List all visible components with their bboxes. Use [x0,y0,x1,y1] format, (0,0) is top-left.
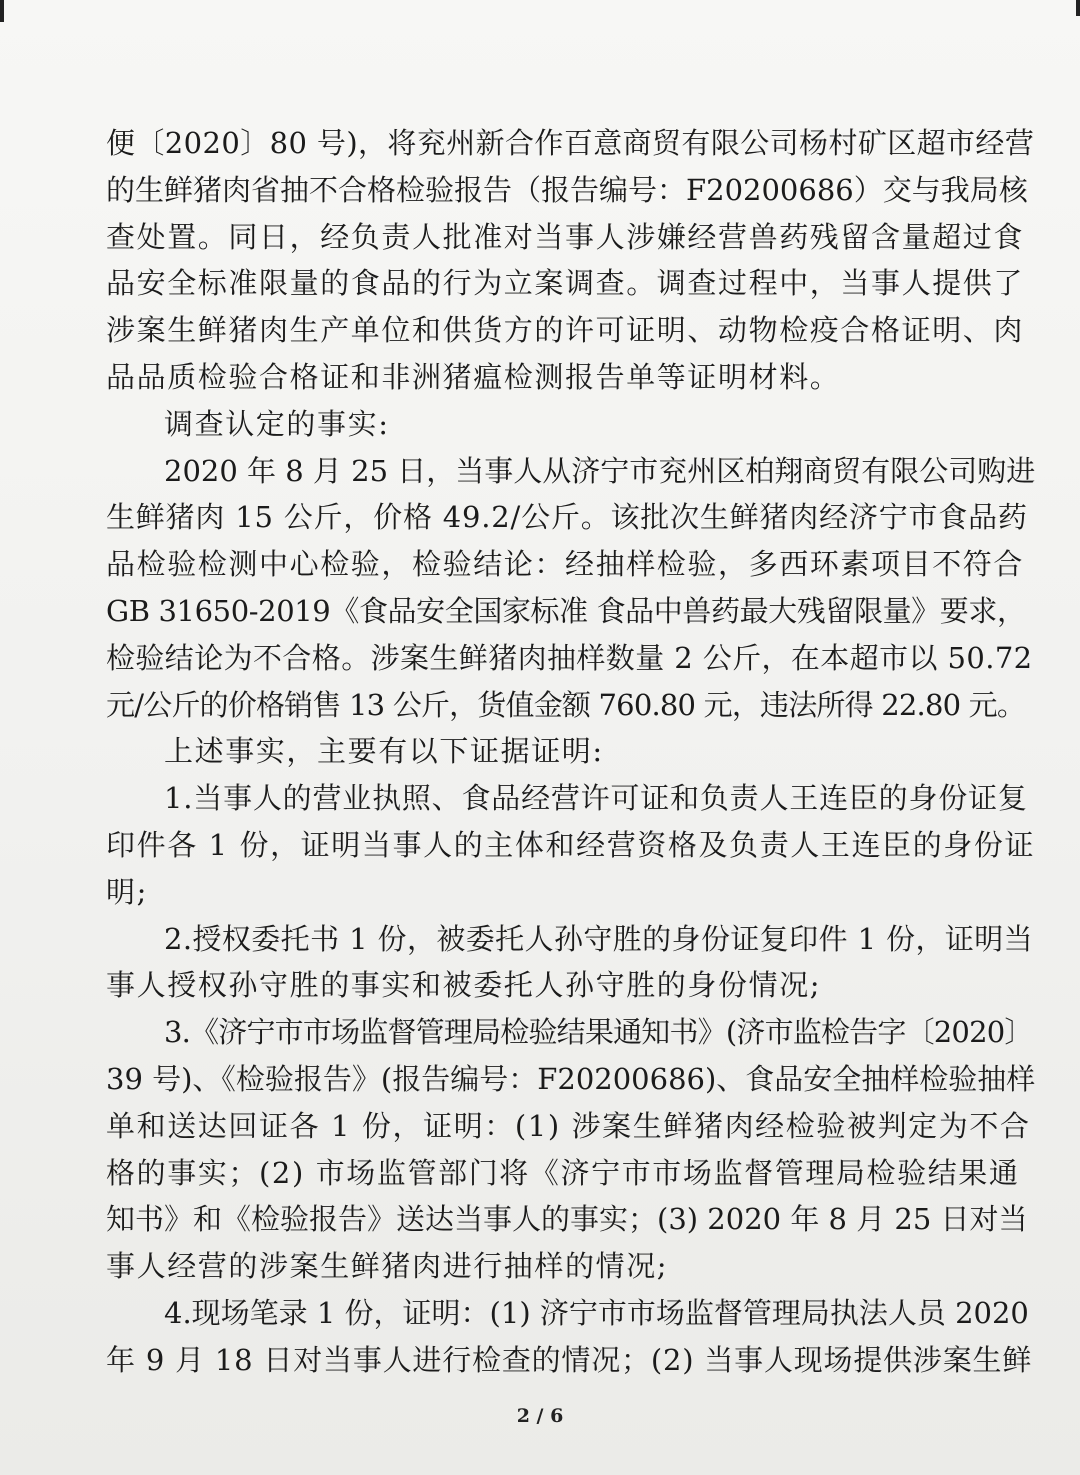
text-line: 印件各 1 份，证明当事人的主体和经营资格及负责人王连臣的身份证 [106,827,1036,862]
text-line: 2020 年 8 月 25 日，当事人从济宁市兖州区柏翔商贸有限公司购进 [164,453,1036,488]
evidence-item: 2.授权委托书 1 份，被委托人孙守胜的身份证复印件 1 份，证明当 [164,921,1034,956]
page-number: 2 / 6 [516,1405,564,1427]
evidence-item: 4.现场笔录 1 份，证明：(1) 济宁市市场监督管理局执法人员 2020 [164,1295,1029,1330]
evidence-item: 1.当事人的营业执照、食品经营许可证和负责人王连臣的身份证复 [164,781,1028,816]
evidence-item: 3.《济宁市市场监督管理局检验结果通知书》(济市监检告字〔2020〕 [164,1015,1033,1050]
scan-edge-mark [1076,0,1080,16]
text-line: 事人经营的涉案生鲜猪肉进行抽样的情况; [106,1249,669,1284]
text-line: 检验结论为不合格。涉案生鲜猪肉抽样数量 2 公斤，在本超市以 50.72 [106,640,1033,675]
section-heading: 调查认定的事实: [164,406,390,441]
document-body [106,120,1036,1384]
text-line: 查处置。同日，经负责人批准对当事人涉嫌经营兽药残留含量超过食 [106,219,1025,254]
text-line: 的生鲜猪肉省抽不合格检验报告（报告编号：F20200686）交与我局核 [106,172,1028,207]
text-line: 品安全标准限量的食品的行为立案调查。调查过程中，当事人提供了 [106,266,1025,301]
text-line: 知书》和《检验报告》送达当事人的事实；(3) 2020 年 8 月 25 日对当 [106,1202,1028,1237]
text-line: 涉案生鲜猪肉生产单位和供货方的许可证明、动物检疫合格证明、肉 [106,313,1025,348]
text-line: 年 9 月 18 日对当事人进行检查的情况；(2) 当事人现场提供涉案生鲜 [106,1342,1033,1377]
text-line: 单和送达回证各 1 份，证明：(1) 涉案生鲜猪肉经检验被判定为不合 [106,1108,1031,1143]
text-line: 39 号)、《检验报告》(报告编号：F20200686)、食品安全抽样检验抽样 [106,1061,1036,1096]
text-line: 事人授权孙守胜的事实和被委托人孙守胜的身份情况; [106,968,822,1003]
text-line: 品品质检验合格证和非洲猪瘟检测报告单等证明材料。 [106,359,841,394]
text-line: 明; [106,874,148,909]
text-line: 格的事实；(2) 市场监管部门将《济宁市市场监督管理局检验结果通 [106,1155,1020,1190]
text-line: GB 31650-2019《食品安全国家标准 食品中兽药最大残留限量》要求， [106,593,1026,628]
text-line: 品检验检测中心检验，检验结论：经抽样检验，多西环素项目不符合 [106,547,1025,582]
section-heading: 上述事实，主要有以下证据证明: [164,734,604,769]
text-line: 生鲜猪肉 15 公斤，价格 49.2/公斤。该批次生鲜猪肉经济宁市食品药 [106,500,1028,535]
scan-edge-mark [0,0,4,22]
text-line: 便〔2020〕80 号)，将兖州新合作百意商贸有限公司杨村矿区超市经营 [106,126,1035,160]
text-line: 元/公斤的价格销售 13 公斤，货值金额 760.80 元，违法所得 22.80 元。 [106,687,1026,722]
